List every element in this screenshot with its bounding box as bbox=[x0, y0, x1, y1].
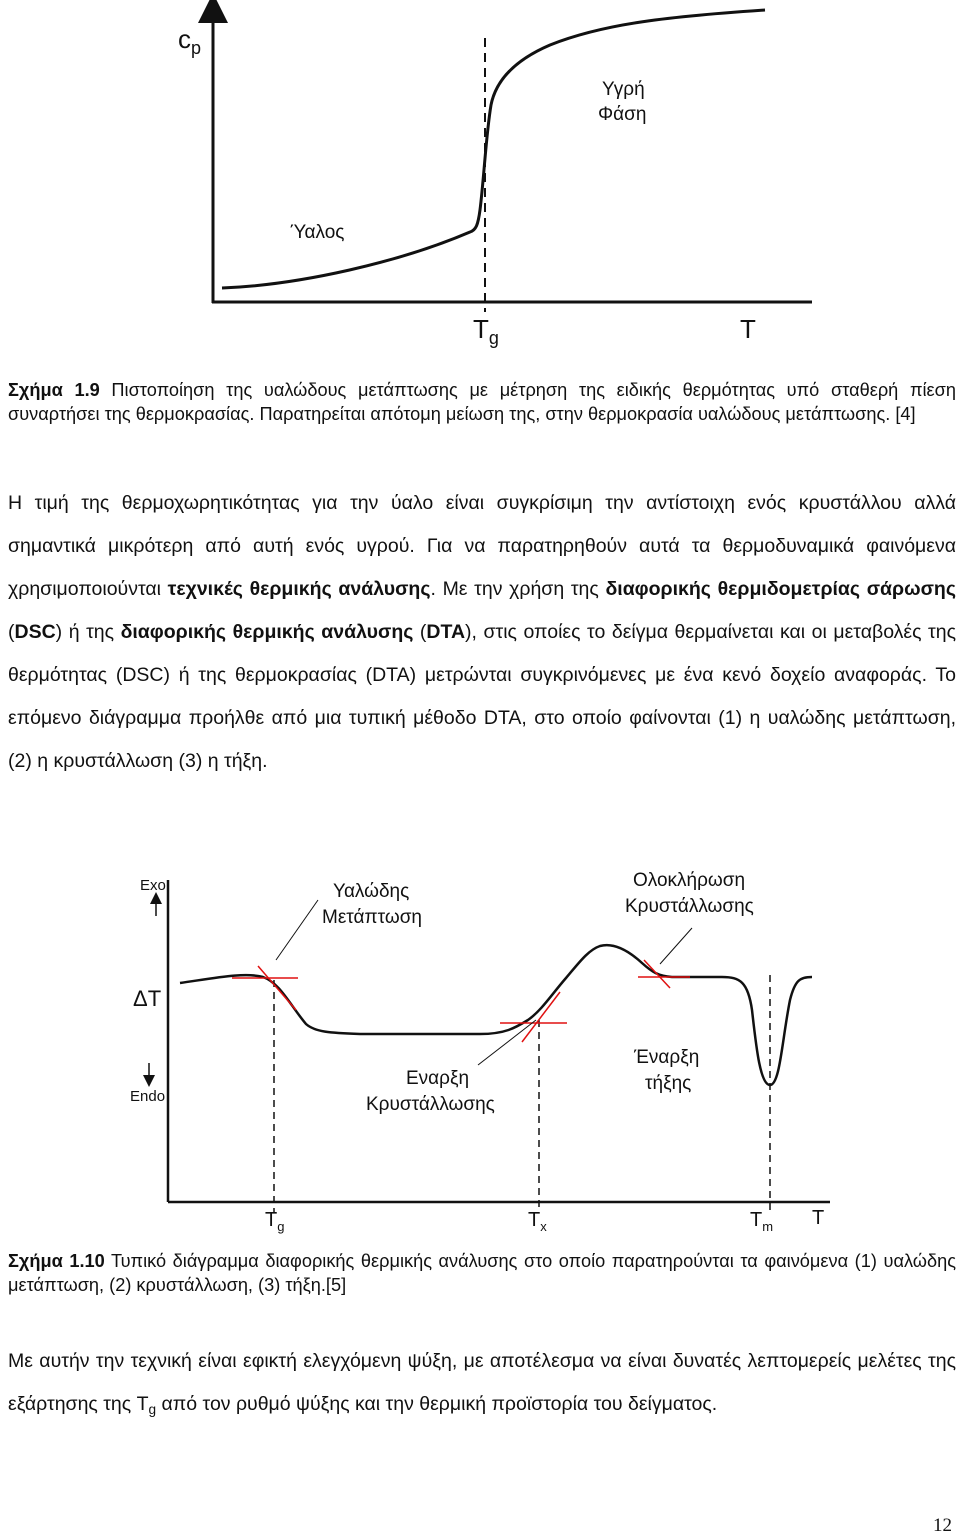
paragraph-thermal-analysis: Η τιμή της θερμοχωρητικότητας για την ύαλο είναι συγκρίσιμη την αντίστοιχη ενός κρυστάλλου αλλά σημαντικά μικρότερη από αυτή ενός υγρού. Για να παρατηρηθούν αυτά τα θερμοδυναμικά φαινόμενα χρησιμοποιούνται τεχνικές θερμικής ανάλυσης. Με την χρήση της διαφορικής θερμιδομετρίας σάρωσης (DSC) ή της διαφορικής θερμικής ανάλυσης (DTA), στις οποίες το δείγμα θερμαίνεται και οι μεταβολές της θερμότητας (DSC) ή της θερμοκρασίας (DTA) μετρώνται συγκρινόμενες με ένα κενό δοχείο αναφοράς. Το επόμενο διάγραμμα προήλθε από μια τυπική μέθοδο DTA, στο οποίο φαίνονται (1) η υαλώδης μετάπτωση, (2) η κρυστάλλωση (3) η τήξη. bbox=[8, 492, 956, 772]
cp-curve bbox=[222, 10, 765, 288]
cryst-onset-leader bbox=[478, 1020, 536, 1065]
cryst-complete-leader bbox=[660, 928, 692, 964]
liquid-label-line1: Υγρή bbox=[602, 79, 645, 100]
term-dsc: διαφορικής θερμιδομετρίας σάρωσης bbox=[605, 578, 956, 600]
liquid-label-line2: Φάση bbox=[598, 104, 647, 125]
dta-curve bbox=[180, 945, 812, 1085]
cryst-complete-label-line1: Ολοκλήρωση bbox=[633, 870, 746, 891]
figure-1-10-caption bbox=[8, 1249, 956, 1297]
endo-label: Endo bbox=[130, 1088, 166, 1105]
term-dta: διαφορικής θερμικής ανάλυσης bbox=[120, 621, 414, 643]
cryst-onset-label-line2: Κρυστάλλωσης bbox=[366, 1094, 495, 1115]
paragraph-controlled-cooling: Με αυτήν την τεχνική είναι εφικτή ελεγχόμενη ψύξη, με αποτέλεσμα να είναι δυνατές λεπτομερείς μελέτες της εξάρτησης της $T_g$ από τον ρυθμό ψύξης και την θερμική προϊστορία του δείγματος. bbox=[8, 1350, 956, 1417]
glass-label: Ύαλος bbox=[290, 222, 345, 243]
tg-tick-label: $T_g$ bbox=[473, 314, 499, 348]
melt-onset-label-line2: τήξης bbox=[645, 1073, 692, 1094]
cryst-onset-label-line1: Εναρξη bbox=[406, 1068, 470, 1089]
figure-dta-curve bbox=[0, 860, 960, 1240]
page-number: 12 bbox=[933, 1515, 952, 1536]
figure-1-9-caption bbox=[8, 378, 956, 426]
figure-cp-vs-t bbox=[0, 0, 960, 360]
tg-tangent-slope bbox=[258, 966, 296, 1010]
tx-tick-label: $T_x$ bbox=[528, 1209, 547, 1234]
delta-t-label: ΔT bbox=[133, 986, 162, 1011]
exo-label: Exo bbox=[140, 877, 166, 894]
melt-onset-label-line1: Έναρξη bbox=[634, 1047, 700, 1068]
cp-axis-label: $c_p$ bbox=[178, 24, 202, 58]
caption-label: Σχήμα 1.9 bbox=[8, 380, 100, 400]
caption-text: Τυπικό διάγραμμα διαφορικής θερμικής ανάλυσης στο οποίο παρατηρούνται τα φαινόμενα (1) υαλώδης μετάπτωση, (2) κρυστάλλωση, (3) τήξη.[5] bbox=[8, 1251, 956, 1295]
tm-tick-label: $T_m$ bbox=[750, 1209, 774, 1234]
caption-label: Σχήμα 1.10 bbox=[8, 1251, 105, 1271]
term-thermal-analysis: τεχνικές θερμικής ανάλυσης bbox=[167, 578, 431, 600]
tx-tangent-slope bbox=[522, 992, 560, 1042]
tg-tick-label: $T_g$ bbox=[265, 1209, 285, 1234]
t-axis-label: T bbox=[812, 1207, 825, 1229]
t-axis-label: T bbox=[740, 314, 756, 344]
glass-transition-label-line2: Μετάπτωση bbox=[322, 907, 422, 928]
glass-transition-leader bbox=[276, 900, 318, 960]
cryst-complete-label-line2: Κρυστάλλωσης bbox=[625, 896, 754, 917]
caption-text: Πιστοποίηση της υαλώδους μετάπτωσης με μέτρηση της ειδικής θερμότητας υπό σταθερή πίεση συναρτήσει της θερμοκρασίας. Παρατηρείται απότομη μείωση της, στην θερμοκρασία υαλώδους μετάπτωσης. [4] bbox=[8, 380, 956, 424]
glass-transition-label-line1: Υαλώδης bbox=[333, 881, 410, 902]
crystallization-end-tangent-slope bbox=[644, 960, 670, 988]
